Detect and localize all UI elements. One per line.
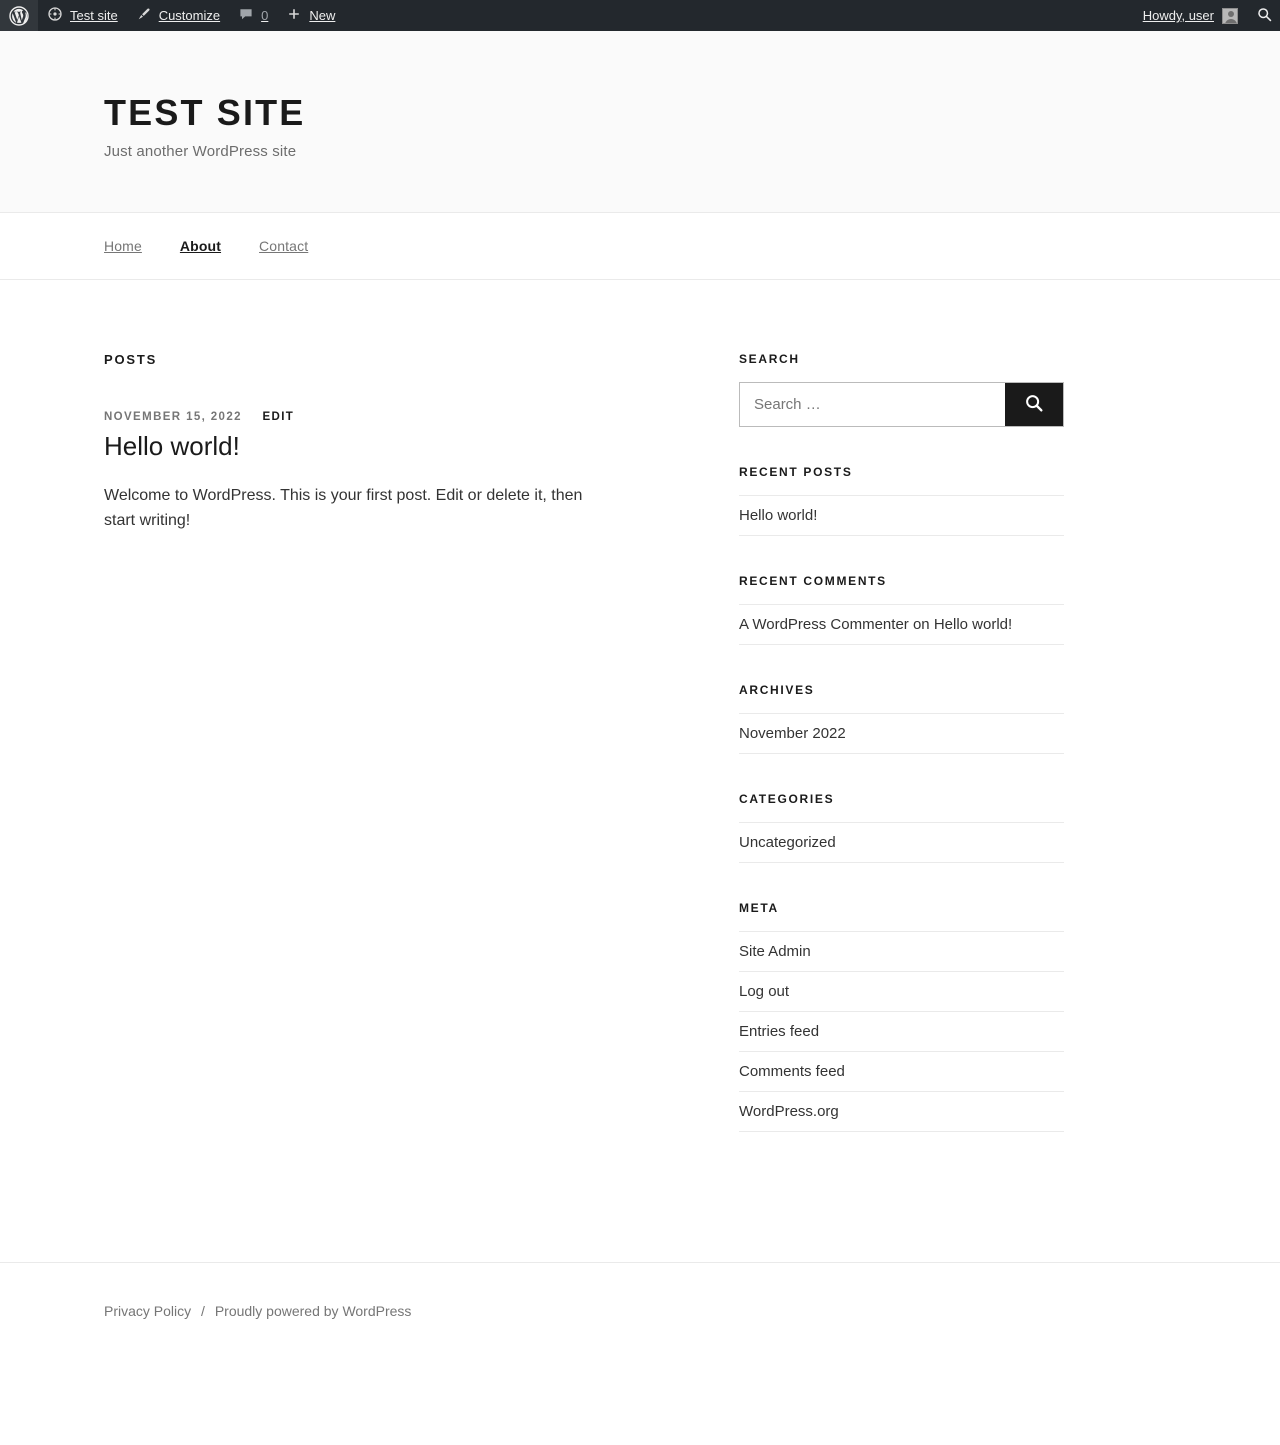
sidebar	[739, 352, 1064, 1170]
list-item	[739, 495, 1064, 536]
widget-recent-comments	[739, 574, 1064, 645]
meta-link-wordpress-org[interactable]: WordPress.org	[739, 1102, 839, 1120]
meta-link-comments-feed[interactable]: Comments feed	[739, 1062, 845, 1080]
meta-list	[739, 931, 1064, 1132]
recent-comments-list	[739, 604, 1064, 645]
search-icon	[1256, 6, 1273, 26]
search-input[interactable]	[740, 383, 1005, 426]
widget-meta-title: META	[739, 900, 779, 915]
content-area	[90, 280, 1190, 1170]
search-submit-button[interactable]	[1005, 383, 1063, 426]
list-item	[739, 972, 1064, 1012]
plus-icon	[286, 6, 302, 25]
entry-meta	[104, 411, 644, 423]
nav-item-about[interactable]: About	[179, 237, 222, 254]
site-title[interactable]: TEST SITE	[104, 92, 306, 133]
meta-link-site-admin[interactable]: Site Admin	[739, 942, 811, 960]
post-date-link[interactable]: NOVEMBER 15, 2022	[104, 410, 242, 423]
footer-separator: /	[201, 1302, 205, 1319]
list-item	[739, 713, 1064, 754]
widget-recent-posts	[739, 465, 1064, 536]
primary-content	[104, 352, 684, 1170]
site-header	[0, 31, 1280, 213]
categories-list	[739, 822, 1064, 863]
paintbrush-icon	[136, 6, 152, 25]
category-link[interactable]: Uncategorized	[739, 833, 836, 851]
widget-meta	[739, 901, 1064, 1132]
meta-link-entries-feed[interactable]: Entries feed	[739, 1022, 820, 1040]
list-item	[739, 931, 1064, 972]
recent-posts-list	[739, 495, 1064, 536]
howdy-label: Howdy, user	[1142, 8, 1214, 23]
footer-wordpress-credit-link[interactable]: Proudly powered by WordPress	[214, 1302, 412, 1319]
archives-list	[739, 713, 1064, 754]
admin-bar-customize[interactable]	[127, 0, 229, 31]
list-item	[739, 1092, 1064, 1132]
recent-post-link[interactable]: Hello world!	[739, 506, 818, 524]
admin-bar-site-name-label: Test site	[70, 8, 118, 23]
comment-bubble-icon	[238, 6, 254, 25]
comment-on-label: on	[912, 615, 930, 633]
main-navigation	[0, 213, 1280, 280]
comment-author: A WordPress Commenter	[739, 615, 909, 633]
post-article	[104, 411, 644, 534]
dashboard-icon	[47, 6, 63, 25]
widget-recent-posts-title: RECENT POSTS	[739, 464, 853, 479]
comment-post-link[interactable]: Hello world!	[933, 615, 1013, 633]
nav-item-contact[interactable]: Contact	[259, 237, 309, 254]
widget-search-title: SEARCH	[739, 351, 800, 366]
search-form	[739, 382, 1064, 427]
post-title[interactable]: Hello world!	[104, 430, 240, 461]
site-description: Just another WordPress site	[104, 142, 297, 160]
wp-logo-button[interactable]	[0, 0, 38, 31]
nav-item-home[interactable]: Home	[104, 237, 142, 254]
page-title: POSTS	[104, 351, 158, 367]
search-icon	[1023, 392, 1045, 417]
post-edit-link-wrapper	[262, 411, 294, 423]
admin-bar-comments-count: 0	[261, 8, 269, 23]
meta-link-log-out[interactable]: Log out	[739, 982, 790, 1000]
admin-bar-comments[interactable]	[229, 0, 277, 31]
post-edit-link[interactable]: EDIT	[262, 410, 295, 423]
archive-link[interactable]: November 2022	[739, 724, 846, 742]
widget-categories	[739, 792, 1064, 863]
post-content	[104, 484, 644, 534]
avatar	[1222, 8, 1238, 24]
admin-bar-new-label: New	[309, 8, 336, 23]
widget-archives-title: ARCHIVES	[739, 682, 815, 697]
admin-bar	[0, 0, 1280, 31]
admin-bar-right	[1133, 0, 1280, 31]
footer-credits	[90, 1303, 1190, 1319]
list-item	[739, 1012, 1064, 1052]
wordpress-logo-icon	[9, 6, 29, 26]
admin-bar-site-name[interactable]	[38, 0, 127, 31]
admin-bar-new[interactable]	[277, 0, 344, 31]
list-item	[739, 604, 1064, 645]
widget-recent-comments-title: RECENT COMMENTS	[739, 573, 887, 588]
site-footer	[0, 1262, 1280, 1359]
widget-archives	[739, 683, 1064, 754]
footer-privacy-policy-link[interactable]: Privacy Policy	[104, 1302, 192, 1319]
admin-bar-search-button[interactable]	[1248, 0, 1280, 31]
admin-bar-customize-label: Customize	[158, 8, 221, 23]
list-item	[739, 1052, 1064, 1092]
post-excerpt: Welcome to WordPress. This is your first post. Edit or delete it, then start writing!	[104, 486, 583, 529]
list-item	[739, 822, 1064, 863]
widget-search	[739, 352, 1064, 427]
admin-bar-my-account[interactable]	[1133, 0, 1248, 31]
widget-categories-title: CATEGORIES	[739, 791, 835, 806]
